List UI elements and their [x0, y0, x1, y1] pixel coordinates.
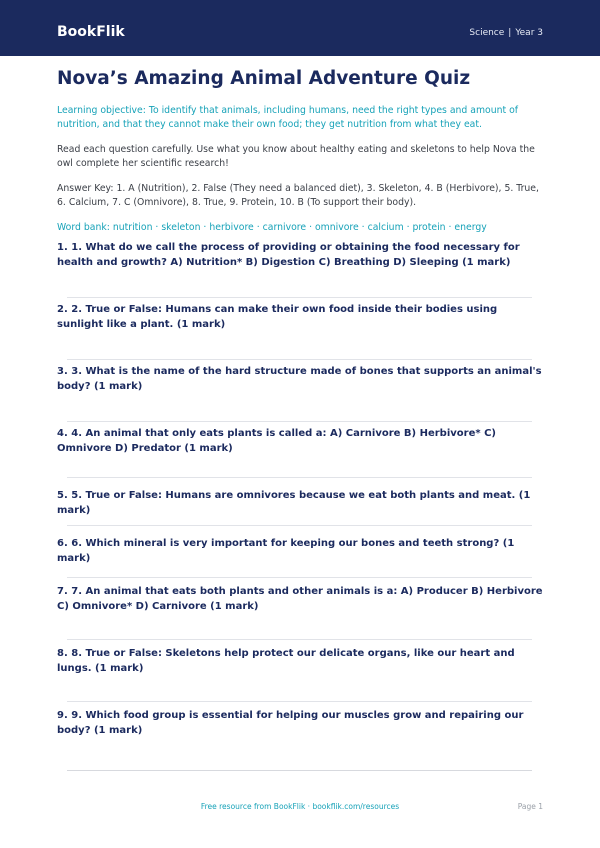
- meta-separator: |: [508, 28, 512, 38]
- page-number: Page 1: [517, 802, 543, 811]
- question-7: [57, 585, 543, 614]
- page-header: [0, 0, 600, 56]
- learning-objective: Learning objective: To identify that animals, including humans, need the right types and amount of nutrition, and that they cannot make their own food; they get nutrition from what they eat.: [57, 105, 519, 130]
- answer-line: [67, 525, 532, 526]
- question-8: [57, 647, 543, 676]
- question-4: [57, 427, 543, 456]
- subject-label: Science: [469, 28, 505, 38]
- question-text: 6. 6. Which mineral is very important for keeping our bones and teeth strong? (1 mark): [57, 538, 515, 564]
- answer-line: [67, 577, 532, 578]
- question-text: 1. 1. What do we call the process of providing or obtaining the food necessary for health and growth? A) Nutrition* B) Digestion C) Breathing D) Sleeping (1 mark): [57, 242, 520, 268]
- page-title: Nova’s Amazing Animal Adventure Quiz: [57, 68, 471, 89]
- question-text: 9. 9. Which food group is essential for helping our muscles grow and repairing our body? (1 mark): [57, 710, 524, 736]
- question-text: 8. 8. True or False: Skeletons help protect our delicate organs, like our heart and lungs. (1 mark): [57, 648, 515, 674]
- brand-logo: BookFlik: [57, 24, 125, 40]
- answer-line: [67, 639, 532, 640]
- question-9: [57, 709, 543, 738]
- answer-line: [67, 359, 532, 360]
- question-5: [57, 489, 543, 518]
- question-text: 2. 2. True or False: Humans can make their own food inside their bodies using sunlight like a plant. (1 mark): [57, 304, 498, 330]
- answer-line: [67, 297, 532, 298]
- answer-line: [67, 477, 532, 478]
- answer-key: Answer Key: 1. A (Nutrition), 2. False (They need a balanced diet), 3. Skeleton, 4. B (Herbivore), 5. True, 6. Calcium, 7. C (Omnivore), 8. True, 9. Protein, 10. B (To support their body).: [57, 183, 539, 208]
- question-6: [57, 537, 543, 566]
- instructions: Read each question carefully. Use what you know about healthy eating and skeletons to help Nova the owl complete her scientific research!: [57, 144, 535, 169]
- question-text: 7. 7. An animal that eats both plants and other animals is a: A) Producer B) Herbivore C) Omnivore* D) Carnivore (1 mark): [57, 586, 543, 612]
- worksheet-intro: [57, 62, 543, 234]
- answer-line: [67, 701, 532, 702]
- answer-line: [67, 421, 532, 422]
- question-1: [57, 241, 543, 270]
- question-text: 5. 5. True or False: Humans are omnivores because we eat both plants and meat. (1 mark): [57, 490, 531, 516]
- footer-credit: Free resource from BookFlik · bookflik.com/resources: [200, 802, 400, 811]
- question-text: 4. 4. An animal that only eats plants is called a: A) Carnivore B) Herbivore* C) Omnivore D) Predator (1 mark): [57, 428, 496, 454]
- question-2: [57, 303, 543, 332]
- question-text: 3. 3. What is the name of the hard structure made of bones that supports an animal's body? (1 mark): [57, 366, 542, 392]
- question-3: [57, 365, 543, 394]
- word-bank: Word bank: nutrition · skeleton · herbivore · carnivore · omnivore · calcium · protein · energy: [57, 222, 487, 233]
- year-label: Year 3: [515, 28, 543, 38]
- footer-divider: [67, 770, 532, 771]
- subject-year: [469, 27, 543, 39]
